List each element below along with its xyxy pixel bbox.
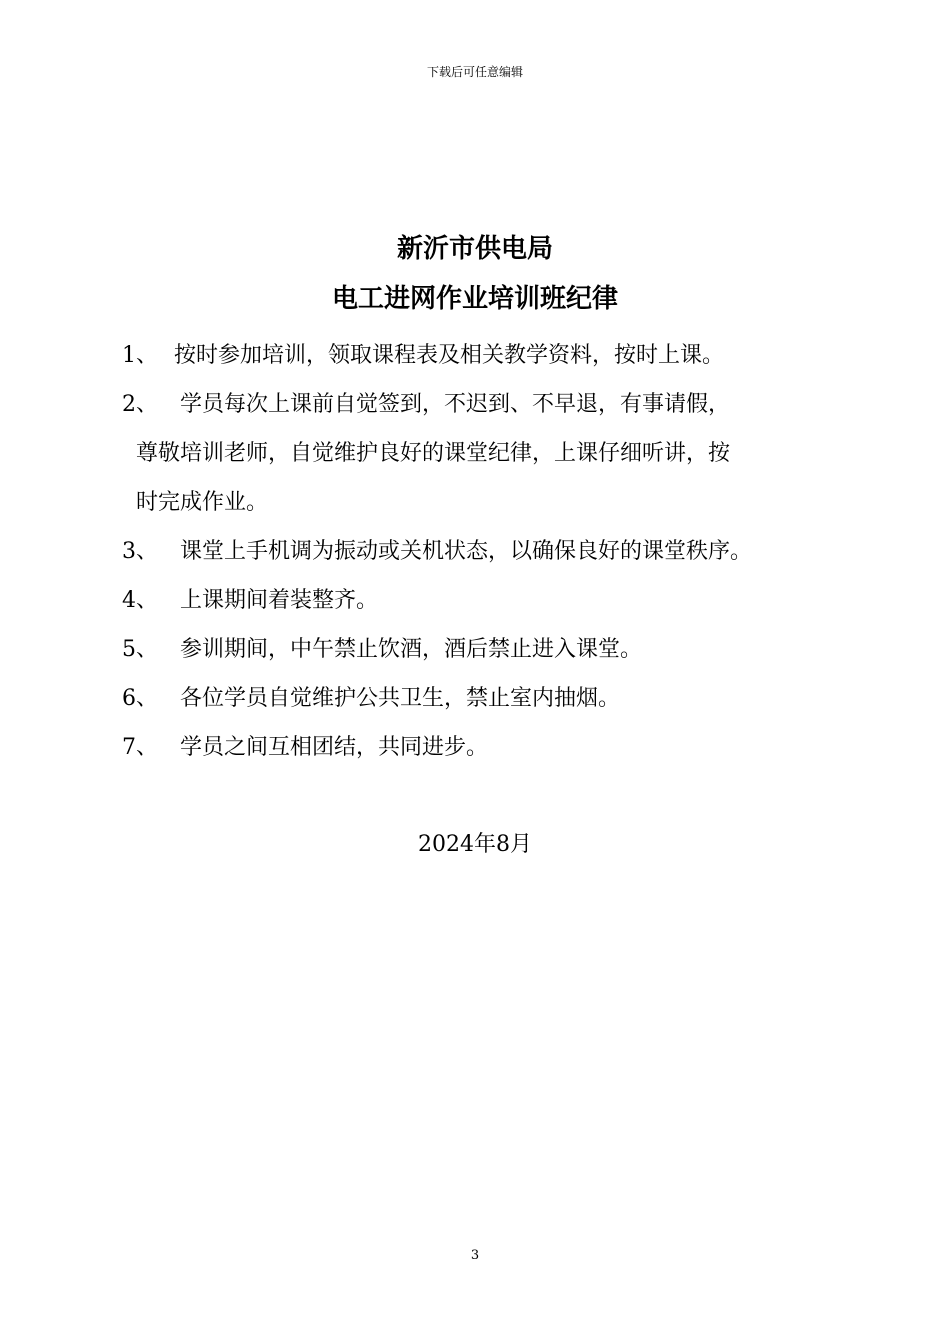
rule-item-2 xyxy=(122,380,838,527)
rule-number: 7、 xyxy=(122,735,158,760)
page-number: 3 xyxy=(470,1248,480,1263)
rules-list xyxy=(122,331,838,772)
rule-item-6 xyxy=(122,674,838,723)
rule-number: 1、 xyxy=(122,343,158,368)
rule-text: 学员之间互相团结，共同进步。 xyxy=(180,735,489,760)
document-date: 2024年8月 xyxy=(418,832,532,857)
rule-text: 各位学员自觉维护公共卫生，禁止室内抽烟。 xyxy=(180,686,621,711)
document-title: 电工进网作业培训班纪律 xyxy=(331,284,618,314)
rule-text: 学员每次上课前自觉签到，不迟到、不早退，有事请假， xyxy=(180,392,731,417)
rule-text: 参训期间，中午禁止饮酒，酒后禁止进入课堂。 xyxy=(180,637,643,662)
rule-item-1 xyxy=(122,331,838,380)
rule-text-continuation: 尊敬培训老师，自觉维护良好的课堂纪律，上课仔细听讲，按 xyxy=(136,441,731,466)
rule-item-5 xyxy=(122,625,838,674)
rule-text-continuation: 时完成作业。 xyxy=(136,490,269,515)
document-title-organization: 新沂市供电局 xyxy=(396,234,553,264)
rule-number: 5、 xyxy=(122,637,158,662)
rule-number: 2、 xyxy=(122,392,158,417)
rule-number: 4、 xyxy=(122,588,158,613)
rule-text: 按时参加培训，领取课程表及相关教学资料，按时上课。 xyxy=(174,343,725,368)
rule-text: 课堂上手机调为振动或关机状态，以确保良好的课堂秩序。 xyxy=(180,539,753,564)
rule-item-4 xyxy=(122,576,838,625)
header-note: 下载后可任意编辑 xyxy=(426,65,523,79)
rule-item-7 xyxy=(122,723,838,772)
rule-item-3 xyxy=(122,527,838,576)
rule-text: 上课期间着装整齐。 xyxy=(180,588,379,613)
rule-number: 6、 xyxy=(122,686,158,711)
rule-number: 3、 xyxy=(122,539,158,564)
